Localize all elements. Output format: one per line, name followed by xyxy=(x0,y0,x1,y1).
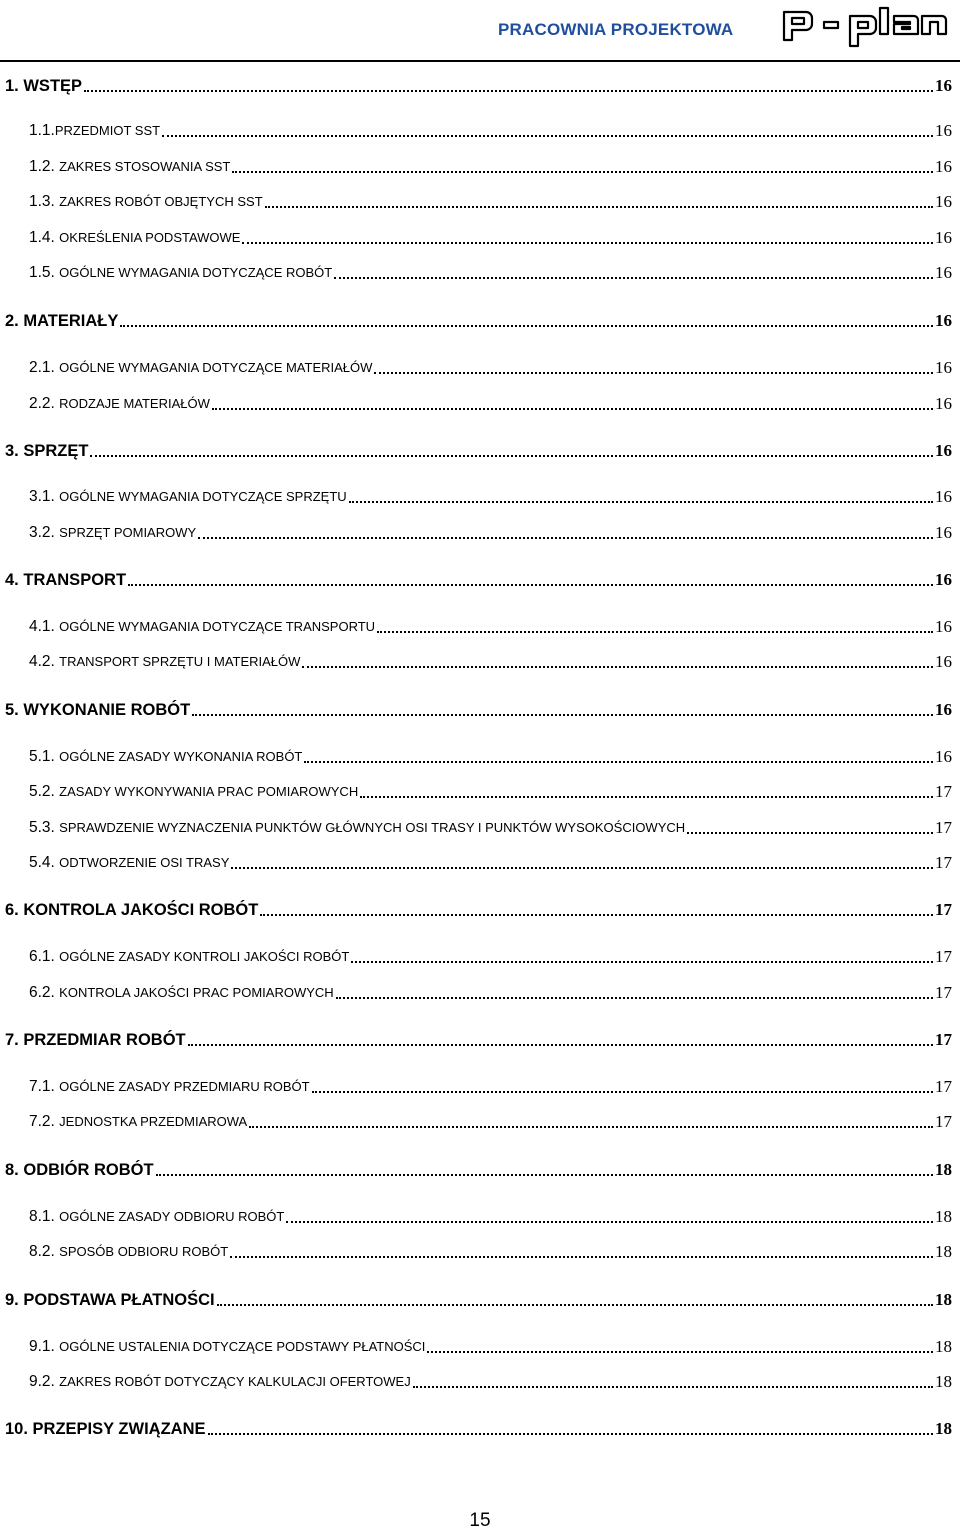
toc-page-number: 16 xyxy=(935,652,952,671)
toc-page-number: 16 xyxy=(935,747,952,766)
toc-title: PRZEPISY ZWIĄZANE xyxy=(32,1420,206,1438)
toc-title: SPRAWDZENIE WYZNACZENIA PUNKTÓW GŁÓWNYCH OSI TRASY I PUNKTÓW WYSOKOŚCIOWYCH xyxy=(59,820,686,835)
toc-page-number: 16 xyxy=(935,358,952,377)
toc-number: 2. xyxy=(5,312,19,330)
toc-title: ZAKRES ROBÓT DOTYCZĄCY KALKULACJI OFERTOWEJ xyxy=(59,1374,411,1389)
toc-title: OGÓLNE ZASADY ODBIORU ROBÓT xyxy=(59,1209,285,1224)
toc-title: PRZEDMIOT SST xyxy=(54,123,161,138)
toc-page-number: 17 xyxy=(935,1112,952,1131)
toc-number: 10. xyxy=(5,1420,28,1438)
toc-title: OGÓLNE WYMAGANIA DOTYCZĄCE TRANSPORTU xyxy=(59,619,376,634)
dot-leader xyxy=(198,537,933,539)
toc-entry[interactable] xyxy=(5,75,952,97)
toc-number: 9.2. xyxy=(29,1373,55,1390)
toc-number: 3.1. xyxy=(29,488,55,505)
toc-title: WSTĘP xyxy=(23,77,83,95)
toc-entry[interactable] xyxy=(5,569,952,591)
toc-entry[interactable] xyxy=(29,486,952,508)
dot-leader xyxy=(687,832,933,834)
toc-page-number: 16 xyxy=(935,76,952,95)
dot-leader xyxy=(156,1174,933,1176)
toc-title: OGÓLNE ZASADY PRZEDMIARU ROBÓT xyxy=(59,1079,310,1094)
toc-entry[interactable] xyxy=(29,852,952,874)
toc-entry[interactable] xyxy=(5,1029,952,1051)
toc-number: 8.2. xyxy=(29,1243,55,1260)
toc-entry[interactable] xyxy=(29,1336,952,1358)
toc-page-number: 16 xyxy=(935,157,952,176)
dot-leader xyxy=(349,501,933,503)
toc-number: 1.2. xyxy=(29,158,55,175)
toc-page-number: 16 xyxy=(935,311,952,330)
toc-page-number: 16 xyxy=(935,570,952,589)
page-number: 15 xyxy=(469,1510,491,1531)
toc-number: 5.3. xyxy=(29,819,55,836)
toc-number: 3.2. xyxy=(29,524,55,541)
toc-entry[interactable] xyxy=(29,1076,952,1098)
dot-leader xyxy=(260,914,933,916)
toc-entry[interactable] xyxy=(29,262,952,284)
toc-number: 6.1. xyxy=(29,948,55,965)
toc-title: SPRZĘT POMIAROWY xyxy=(59,525,197,540)
toc-entry[interactable] xyxy=(5,1159,952,1181)
toc-title: ZAKRES STOSOWANIA SST xyxy=(59,159,231,174)
toc-page-number: 17 xyxy=(935,818,952,837)
toc-page-number: 17 xyxy=(935,853,952,872)
toc-number: 6.2. xyxy=(29,984,55,1001)
dot-leader xyxy=(377,631,933,633)
toc-entry[interactable] xyxy=(29,393,952,415)
toc-number: 1. xyxy=(5,77,19,95)
toc-entry[interactable] xyxy=(5,440,952,462)
toc-entry[interactable] xyxy=(29,982,952,1004)
toc-page-number: 16 xyxy=(935,192,952,211)
toc-entry[interactable] xyxy=(5,699,952,721)
toc-title: ZAKRES ROBÓT OBJĘTYCH SST xyxy=(59,194,263,209)
toc-number: 9. xyxy=(5,1291,19,1309)
dot-leader xyxy=(336,997,933,999)
toc-entry[interactable] xyxy=(29,156,952,178)
dot-leader xyxy=(120,325,933,327)
toc-title: KONTROLA JAKOŚCI PRAC POMIAROWYCH xyxy=(59,985,334,1000)
toc-entry[interactable] xyxy=(29,120,952,142)
toc-page-number: 17 xyxy=(935,947,952,966)
toc-number: 1.4. xyxy=(29,229,55,246)
toc-title: OGÓLNE WYMAGANIA DOTYCZĄCE SPRZĘTU xyxy=(59,489,347,504)
toc-entry[interactable] xyxy=(29,746,952,768)
toc-page-number: 18 xyxy=(935,1242,952,1261)
dot-leader xyxy=(84,90,933,92)
toc-page-number: 18 xyxy=(935,1372,952,1391)
toc-entry[interactable] xyxy=(29,1241,952,1263)
toc-page-number: 16 xyxy=(935,700,952,719)
toc-page-number: 16 xyxy=(935,617,952,636)
toc-number: 8. xyxy=(5,1161,19,1179)
toc-title: OGÓLNE WYMAGANIA DOTYCZĄCE MATERIAŁÓW xyxy=(59,360,373,375)
dot-leader xyxy=(212,408,933,410)
toc-page-number: 16 xyxy=(935,121,952,140)
toc-title: OGÓLNE ZASADY KONTROLI JAKOŚCI ROBÓT xyxy=(59,949,350,964)
toc-page-number: 16 xyxy=(935,263,952,282)
toc-number: 7.1. xyxy=(29,1078,55,1095)
toc-title: KONTROLA JAKOŚCI ROBÓT xyxy=(23,901,259,919)
toc-page-number: 17 xyxy=(935,782,952,801)
toc-entry[interactable] xyxy=(29,651,952,673)
toc-number: 1.3. xyxy=(29,193,55,210)
toc-page-number: 18 xyxy=(935,1290,952,1309)
toc-number: 2.1. xyxy=(29,359,55,376)
dot-leader xyxy=(90,455,933,457)
toc-number: 7. xyxy=(5,1031,19,1049)
toc-entry[interactable] xyxy=(5,1418,952,1440)
toc-page-number: 18 xyxy=(935,1160,952,1179)
toc-entry[interactable] xyxy=(29,946,952,968)
dot-leader xyxy=(188,1044,933,1046)
toc-page-number: 16 xyxy=(935,523,952,542)
toc-number: 5.4. xyxy=(29,854,55,871)
toc-title: RODZAJE MATERIAŁÓW xyxy=(59,396,210,411)
toc-number: 3. xyxy=(5,442,19,460)
dot-leader xyxy=(231,867,933,869)
toc-title: PODSTAWA PŁATNOŚCI xyxy=(23,1291,215,1309)
toc-page-number: 17 xyxy=(935,900,952,919)
dot-leader xyxy=(286,1221,933,1223)
toc-entry[interactable] xyxy=(5,1289,952,1311)
toc-entry[interactable] xyxy=(29,1371,952,1393)
toc-entry[interactable] xyxy=(29,227,952,249)
toc-title: OGÓLNE ZASADY WYKONANIA ROBÓT xyxy=(59,749,303,764)
dot-leader xyxy=(302,666,933,668)
toc-number: 5.2. xyxy=(29,783,55,800)
toc-number: 9.1. xyxy=(29,1338,55,1355)
toc-title: MATERIAŁY xyxy=(23,312,119,330)
toc-title: OKREŚLENIA PODSTAWOWE xyxy=(59,230,241,245)
toc-title: TRANSPORT SPRZĘTU I MATERIAŁÓW xyxy=(59,654,301,669)
toc-page-number: 17 xyxy=(935,1030,952,1049)
toc-number: 2.2. xyxy=(29,395,55,412)
toc-number: 4.2. xyxy=(29,653,55,670)
dot-leader xyxy=(312,1091,933,1093)
toc-entry[interactable] xyxy=(29,1206,952,1228)
dot-leader xyxy=(162,135,933,137)
toc-number: 5. xyxy=(5,701,19,719)
toc-number: 1.5. xyxy=(29,264,55,281)
toc-entry[interactable] xyxy=(5,310,952,332)
dot-leader xyxy=(230,1256,933,1258)
dot-leader xyxy=(208,1433,934,1435)
toc-title: ODTWORZENIE OSI TRASY xyxy=(59,855,230,870)
toc-title: OGÓLNE WYMAGANIA DOTYCZĄCE ROBÓT xyxy=(59,265,333,280)
toc-number: 4.1. xyxy=(29,618,55,635)
dot-leader xyxy=(374,372,933,374)
toc-number: 5.1. xyxy=(29,748,55,765)
toc-entry[interactable] xyxy=(29,1111,952,1133)
toc-number: 4. xyxy=(5,571,19,589)
toc-page-number: 16 xyxy=(935,487,952,506)
dot-leader xyxy=(128,584,933,586)
toc-title: WYKONANIE ROBÓT xyxy=(23,701,191,719)
toc-entry[interactable] xyxy=(29,357,952,379)
dot-leader xyxy=(351,961,933,963)
toc-entry[interactable] xyxy=(29,522,952,544)
dot-leader xyxy=(413,1386,933,1388)
dot-leader xyxy=(242,242,933,244)
toc-page-number: 17 xyxy=(935,983,952,1002)
toc-page-number: 17 xyxy=(935,1077,952,1096)
dot-leader xyxy=(265,206,933,208)
header-title: PRACOWNIA PROJEKTOWA xyxy=(498,20,734,39)
toc-entry[interactable] xyxy=(5,899,952,921)
toc-title: SPRZĘT xyxy=(23,442,89,460)
toc-title: SPOSÓB ODBIORU ROBÓT xyxy=(59,1244,229,1259)
toc-title: JEDNOSTKA PRZEDMIAROWA xyxy=(59,1114,248,1129)
toc-title: ODBIÓR ROBÓT xyxy=(23,1161,154,1179)
toc-page-number: 16 xyxy=(935,394,952,413)
dot-leader xyxy=(334,277,933,279)
dot-leader xyxy=(427,1351,933,1353)
toc-number: 6. xyxy=(5,901,19,919)
dot-leader xyxy=(249,1126,933,1128)
toc-title: ZASADY WYKONYWANIA PRAC POMIAROWYCH xyxy=(59,784,359,799)
toc-number: 1.1. xyxy=(29,122,55,139)
toc-page-number: 18 xyxy=(935,1207,952,1226)
dot-leader xyxy=(304,761,933,763)
toc-title: PRZEDMIAR ROBÓT xyxy=(23,1031,186,1049)
toc-title: OGÓLNE USTALENIA DOTYCZĄCE PODSTAWY PŁATNOŚCI xyxy=(59,1339,426,1354)
toc-entry[interactable] xyxy=(29,781,952,803)
dot-leader xyxy=(232,171,933,173)
toc-number: 7.2. xyxy=(29,1113,55,1130)
toc-page-number: 18 xyxy=(935,1337,952,1356)
toc-page-number: 18 xyxy=(935,1419,952,1438)
toc-title: TRANSPORT xyxy=(23,571,127,589)
toc-page-number: 16 xyxy=(935,228,952,247)
dot-leader xyxy=(217,1304,933,1306)
toc-entry[interactable] xyxy=(29,616,952,638)
toc-entry[interactable] xyxy=(29,817,952,839)
toc-number: 8.1. xyxy=(29,1208,55,1225)
dot-leader xyxy=(192,714,933,716)
toc-page-number: 16 xyxy=(935,441,952,460)
dot-leader xyxy=(360,796,933,798)
toc-entry[interactable] xyxy=(29,191,952,213)
